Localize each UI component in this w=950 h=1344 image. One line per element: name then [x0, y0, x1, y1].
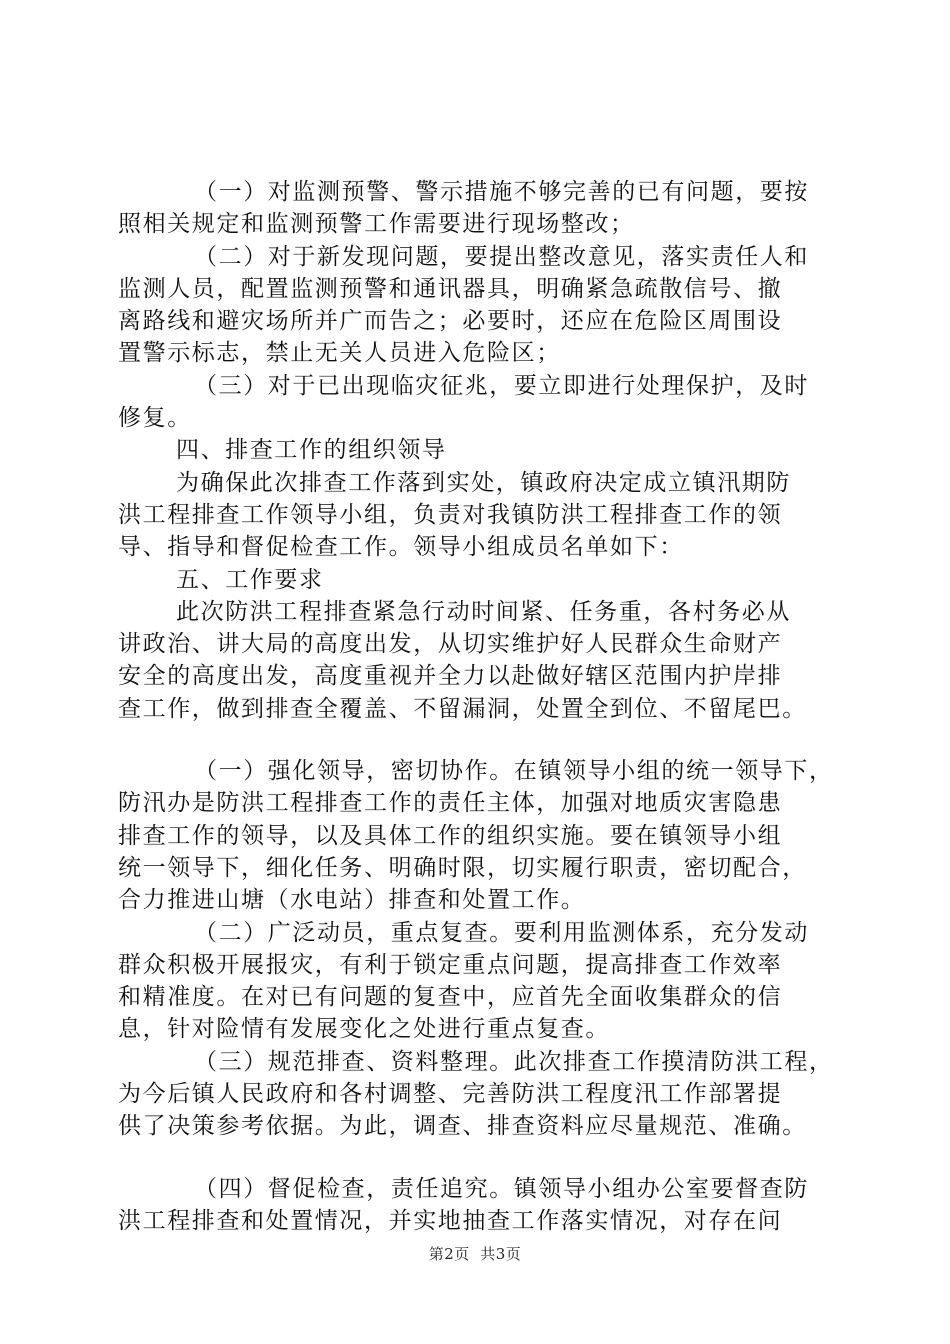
text-line: 安全的高度出发，高度重视并全力以赴做好辖区范围内护岸排	[118, 663, 783, 690]
text-line: 供了决策参考依据。为此，调查、排查资料应尽量规范、准确。	[118, 1113, 807, 1140]
text-line: （二）广泛动员，重点复查。要利用监测体系，充分发动	[194, 919, 809, 946]
text-line: 合力推进山塘（水电站）排查和处置工作。	[118, 887, 586, 914]
text-line: 排查工作的领导，以及具体工作的组织实施。要在镇领导小组	[118, 822, 783, 849]
text-line: 和精准度。在对已有问题的复查中，应首先全面收集群众的信	[118, 984, 783, 1011]
text-line: 导、指导和督促检查工作。领导小组成员名单如下：	[118, 534, 684, 561]
text-line: 群众积极开展报灾，有利于锁定重点问题，提高排查工作效率	[118, 951, 783, 978]
text-line: 洪工程排查和处置情况，并实地抽查工作落实情况，对存在问	[118, 1207, 783, 1234]
page-footer	[0, 1244, 950, 1264]
section-heading: 四、排查工作的组织领导	[176, 437, 447, 464]
text-line: 修复。	[118, 405, 192, 432]
text-line: （三）对于已出现临灾征兆，要立即进行处理保护，及时	[194, 372, 809, 399]
text-line: 息，针对险情有发展变化之处进行重点复查。	[118, 1016, 610, 1043]
text-line: （三）规范排查、资料整理。此次排查工作摸清防洪工程，	[194, 1048, 834, 1075]
text-line: 离路线和避灾场所并广而告之；必要时，还应在危险区周围设	[118, 308, 783, 335]
text-line: 防汛办是防洪工程排查工作的责任主体，加强对地质灾害隐患	[118, 790, 783, 817]
document-body	[118, 176, 836, 1237]
section-heading: 五、工作要求	[176, 566, 324, 593]
text-line: 为今后镇人民政府和各村调整、完善防洪工程度汛工作部署提	[118, 1081, 783, 1108]
text-line: 查工作，做到排查全覆盖、不留漏洞，处置全到位、不留尾巴。	[118, 695, 807, 722]
text-line: 讲政治、讲大局的高度出发，从切实维护好人民群众生命财产	[118, 631, 783, 658]
text-line: （一）对监测预警、警示措施不够完善的已有问题，要按	[194, 179, 809, 205]
text-line: （二）对于新发现问题，要提出整改意见，落实责任人和	[194, 243, 809, 270]
text-line: 置警示标志，禁止无关人员进入危险区；	[118, 340, 561, 367]
text-line: （一）强化领导，密切协作。在镇领导小组的统一领导下，	[194, 758, 834, 785]
text-line: （四）督促检查，责任追究。镇领导小组办公室要督查防	[194, 1175, 809, 1202]
text-line: 此次防洪工程排查紧急行动时间紧、任务重，各村务必从	[176, 598, 791, 625]
text-line: 洪工程排查工作领导小组，负责对我镇防洪工程排查工作的领	[118, 501, 783, 528]
text-line: 为确保此次排查工作落到实处，镇政府决定成立镇汛期防	[176, 469, 791, 496]
text-line: 照相关规定和监测预警工作需要进行现场整改；	[118, 211, 635, 238]
page-number: 第2页 共3页	[428, 1245, 522, 1263]
text-line: 监测人员，配置监测预警和通讯器具，明确紧急疏散信号、撤	[118, 275, 783, 302]
text-line: 统一领导下，细化任务、明确时限，切实履行职责，密切配合，	[118, 854, 807, 881]
